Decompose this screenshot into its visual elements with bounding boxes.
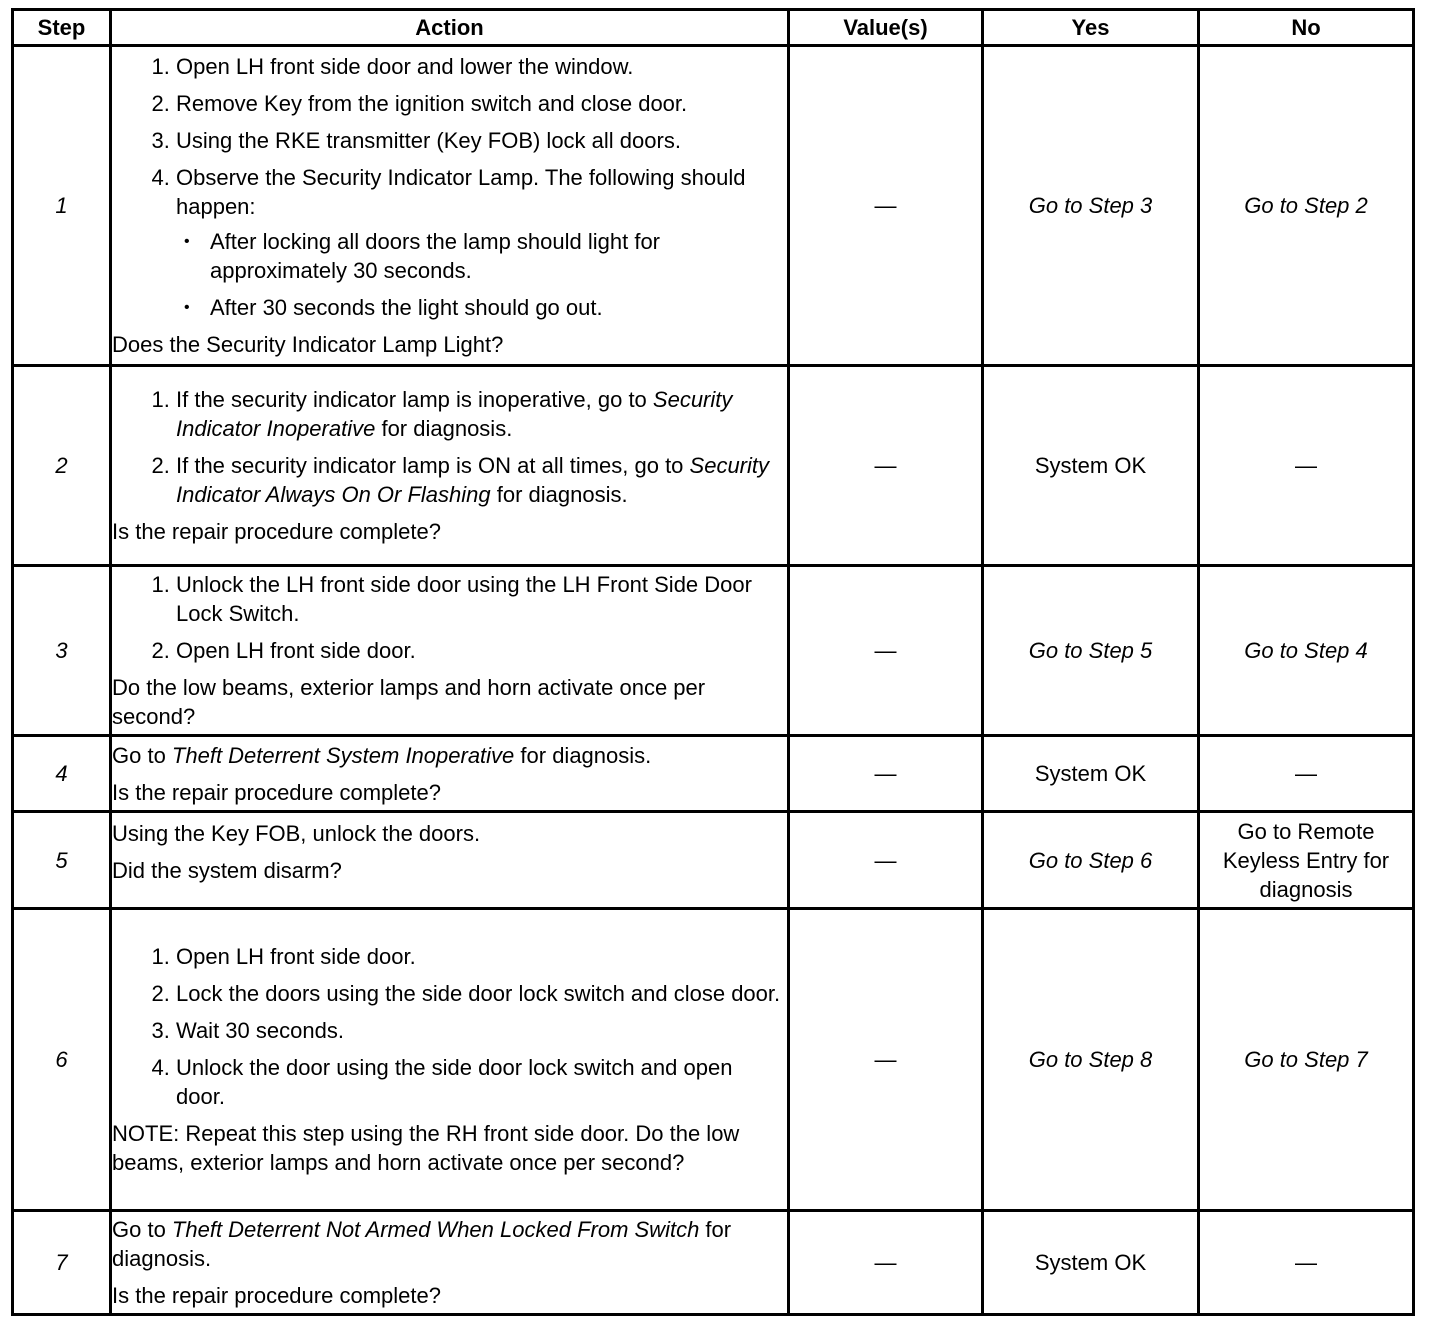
value-cell: —	[789, 366, 983, 566]
action-line	[112, 1215, 787, 1273]
action-bullets	[176, 227, 787, 322]
action-step: 2. Remove Key from the ignition switch and close door.	[176, 89, 787, 118]
action-step: 3. Wait 30 seconds.	[176, 1016, 787, 1045]
action-step: 1. Unlock the LH front side door using the LH Front Side Door Lock Switch.	[176, 570, 787, 628]
action-question: Is the repair procedure complete?	[112, 779, 441, 805]
action-step-text: for diagnosis.	[375, 416, 513, 441]
step-number: 1	[13, 46, 111, 366]
action-line-text: for diagnosis.	[112, 1217, 732, 1271]
action-cell	[111, 812, 789, 909]
value-cell: —	[789, 736, 983, 812]
action-bullet: • After locking all doors the lamp should light for approximately 30 seconds.	[210, 227, 787, 285]
header-yes: Yes	[983, 10, 1199, 46]
action-bullet: • After 30 seconds the light should go out.	[210, 293, 787, 322]
yes-cell	[983, 812, 1199, 909]
action-step: 2. Lock the doors using the side door lock switch and close door.	[176, 979, 787, 1008]
yes-result: Go to Step 6	[1028, 847, 1153, 873]
action-question: Did the system disarm?	[112, 858, 342, 883]
action-line	[112, 741, 787, 770]
yes-cell	[983, 46, 1199, 366]
step-number: 5	[13, 812, 111, 909]
yes-cell: System OK	[983, 736, 1199, 812]
step-number: 3	[13, 566, 111, 736]
no-cell: —	[1199, 736, 1414, 812]
yes-result: Go to Step 5	[1028, 638, 1153, 663]
table-row	[13, 1211, 1414, 1315]
action-line-text: Go to	[112, 742, 172, 768]
yes-cell	[983, 909, 1199, 1211]
header-no: No	[1199, 10, 1414, 46]
action-cell	[111, 909, 789, 1211]
step-number: 2	[13, 366, 111, 566]
action-steps	[112, 52, 787, 322]
action-cell	[111, 736, 789, 812]
yes-result: Go to Step 8	[1028, 1047, 1153, 1072]
no-cell: Go to Remote Keyless Entry for diagnosis	[1199, 812, 1414, 909]
reference-link-text: Theft Deterrent System Inoperative	[171, 742, 515, 768]
action-step	[176, 163, 787, 322]
value-cell: —	[789, 46, 983, 366]
action-step: 1. Open LH front side door.	[176, 942, 787, 971]
no-result: Go to Step 4	[1244, 638, 1368, 663]
action-step	[176, 451, 787, 509]
action-step-text: for diagnosis.	[490, 482, 628, 507]
value-cell: —	[789, 909, 983, 1211]
table-row	[13, 909, 1414, 1211]
yes-cell: System OK	[983, 366, 1199, 566]
action-step: 1. Open LH front side door and lower the window.	[176, 52, 787, 81]
action-question: Is the repair procedure complete?	[112, 519, 441, 544]
yes-result: Go to Step 3	[1028, 193, 1153, 218]
action-question: Is the repair procedure complete?	[112, 1283, 441, 1308]
value-cell: —	[789, 1211, 983, 1315]
action-cell	[111, 46, 789, 366]
reference-link-text: Security Indicator Inoperative	[176, 387, 733, 441]
no-cell: —	[1199, 366, 1414, 566]
action-step: 3. Using the RKE transmitter (Key FOB) lock all doors.	[176, 126, 787, 155]
no-result: Go to Step 2	[1244, 193, 1368, 218]
action-steps	[112, 385, 787, 509]
value-cell: —	[789, 812, 983, 909]
no-cell: —	[1199, 1211, 1414, 1315]
action-step: 2. Open LH front side door.	[176, 636, 787, 665]
header-row	[13, 10, 1414, 46]
no-result: Go to Step 7	[1244, 1047, 1368, 1072]
action-cell	[111, 366, 789, 566]
action-line: Using the Key FOB, unlock the doors.	[112, 821, 481, 846]
table-row	[13, 366, 1414, 566]
table-row	[13, 566, 1414, 736]
table-row	[13, 812, 1414, 909]
diagnostic-table	[11, 8, 1415, 1316]
yes-cell: System OK	[983, 1211, 1199, 1315]
action-line-text: Go to	[112, 1217, 172, 1242]
value-cell: —	[789, 566, 983, 736]
no-cell	[1199, 909, 1414, 1211]
step-number: 6	[13, 909, 111, 1211]
action-cell	[111, 1211, 789, 1315]
header-action: Action	[111, 10, 789, 46]
reference-link-text: Theft Deterrent Not Armed When Locked From Switch	[171, 1217, 700, 1242]
header-values: Value(s)	[789, 10, 983, 46]
no-cell	[1199, 566, 1414, 736]
action-question: Do the low beams, exterior lamps and horn activate once per second?	[112, 675, 706, 729]
action-steps	[112, 570, 787, 665]
table-row	[13, 46, 1414, 366]
no-cell	[1199, 46, 1414, 366]
reference-link-text: Security Indicator Always On Or Flashing	[176, 453, 770, 507]
header-step: Step	[13, 10, 111, 46]
action-line-text: for diagnosis.	[514, 742, 652, 768]
step-number: 7	[13, 1211, 111, 1315]
table-row	[13, 736, 1414, 812]
action-step	[176, 385, 787, 443]
action-step-text: If the security indicator lamp is ON at all times, go to	[176, 453, 690, 478]
action-cell	[111, 566, 789, 736]
action-step: 4. Unlock the door using the side door lock switch and open door.	[176, 1053, 787, 1111]
action-question: NOTE: Repeat this step using the RH front side door. Do the low beams, exterior lamps and horn activate once per second?	[112, 1121, 740, 1175]
action-question: Does the Security Indicator Lamp Light?	[112, 332, 504, 357]
yes-cell	[983, 566, 1199, 736]
action-steps	[112, 942, 787, 1111]
action-step-text: Observe the Security Indicator Lamp. The following should happen:	[176, 165, 746, 219]
step-number: 4	[13, 736, 111, 812]
action-step-text: If the security indicator lamp is inoperative, go to	[176, 387, 653, 412]
